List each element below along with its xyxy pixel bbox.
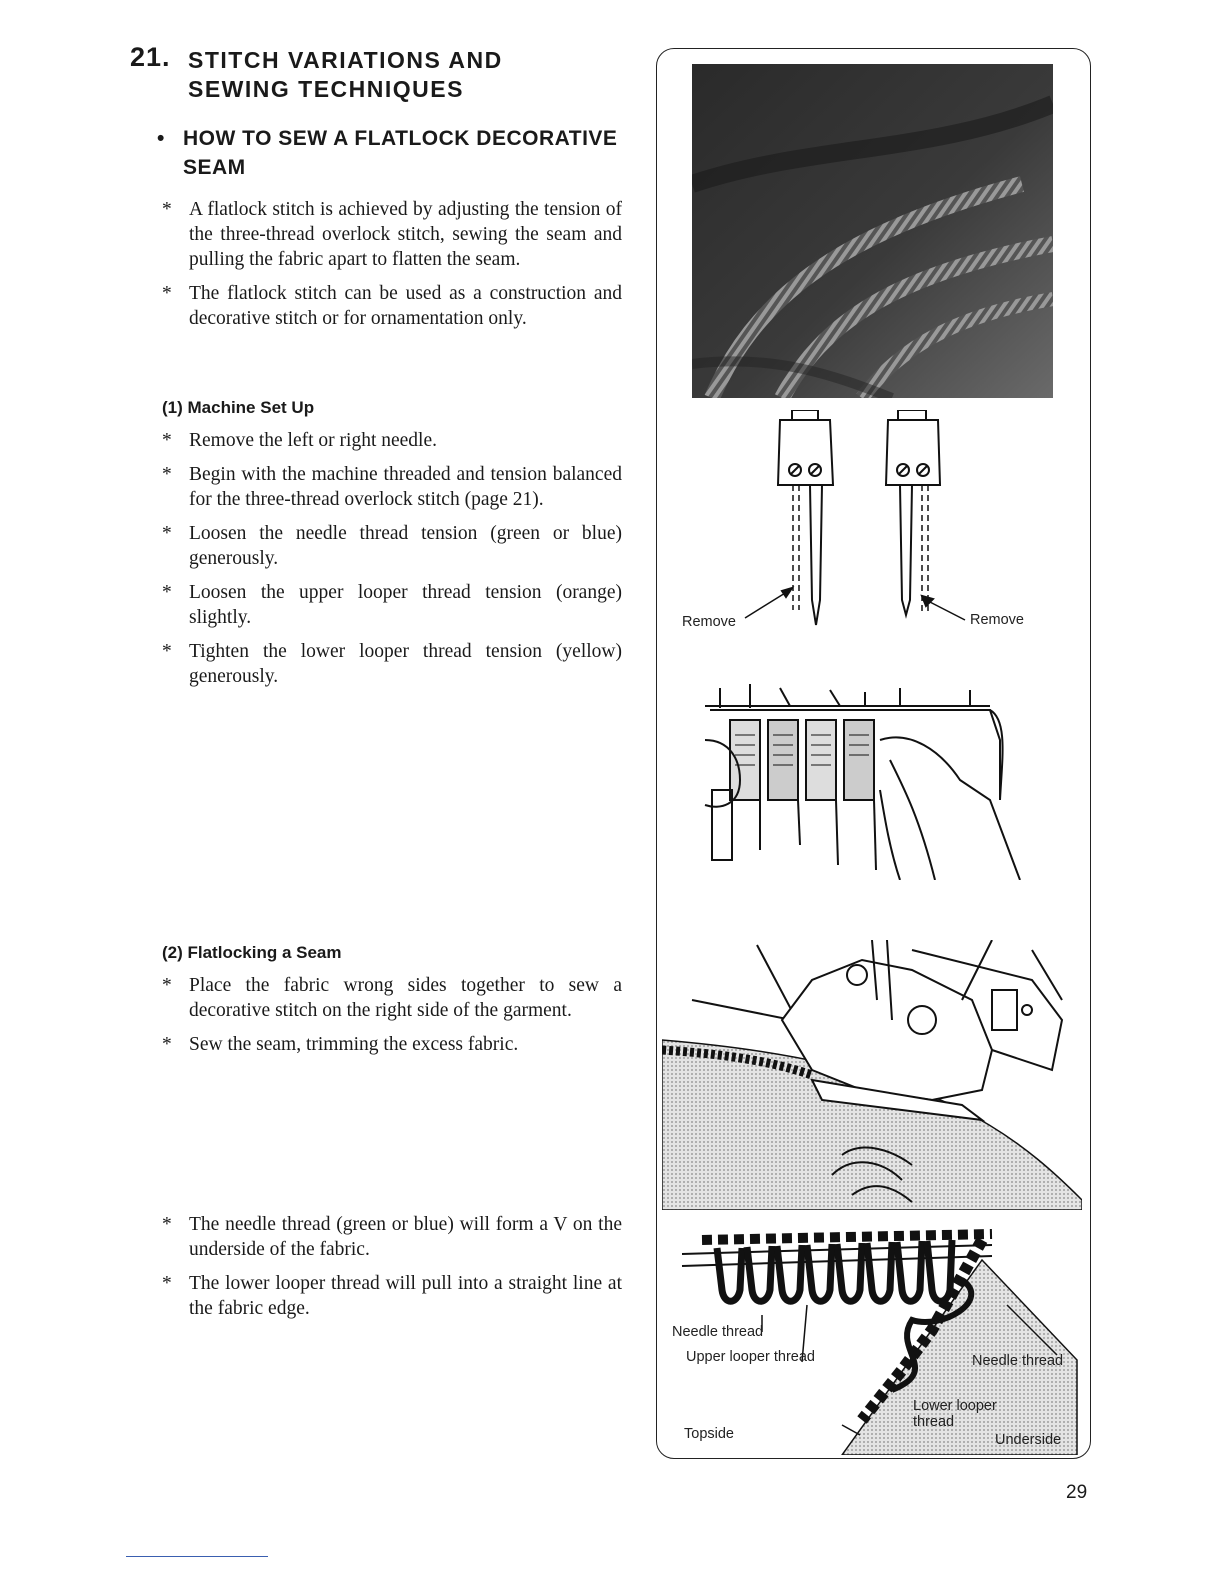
asterisk: * [162, 430, 172, 451]
flatlock-item [162, 973, 622, 1023]
needle-diagram [700, 410, 1040, 640]
lower-looper-line1: Lower looper [913, 1398, 997, 1414]
intro-text: A flatlock stitch is achieved by adjusting the tension of the three-thread overlock stitch, sewing the seam and pulling the fabric apart to flatten the seam. [189, 199, 622, 270]
flatlock-text: Place the fabric wrong sides together to sew a decorative stitch on the right side of the garment. [189, 975, 622, 1021]
section-title-line1: STITCH VARIATIONS AND [188, 47, 503, 73]
setup-section [162, 398, 622, 698]
presser-foot-illustration [662, 940, 1082, 1210]
intro-item [162, 281, 622, 331]
setup-text: Tighten the lower looper thread tension (yellow) generously. [189, 641, 622, 687]
asterisk: * [162, 582, 172, 603]
asterisk: * [162, 199, 172, 220]
asterisk: * [162, 975, 172, 996]
subheading-bullet: • [157, 127, 165, 150]
setup-text: Loosen the upper looper thread tension (orange) slightly. [189, 582, 622, 628]
asterisk: * [162, 464, 172, 485]
setup-item [162, 462, 622, 512]
result-text: The needle thread (green or blue) will form a V on the underside of the fabric. [189, 1214, 622, 1260]
setup-text: Loosen the needle thread tension (green or blue) generously. [189, 523, 622, 569]
setup-item [162, 639, 622, 689]
asterisk: * [162, 523, 172, 544]
needle-thread-top-label: Needle thread [672, 1324, 764, 1340]
remove-left-label: Remove [682, 614, 736, 630]
lower-looper-thread-label [913, 1398, 997, 1430]
underside-label: Underside [995, 1432, 1062, 1448]
intro-list [162, 197, 622, 340]
setup-heading: (1) Machine Set Up [162, 398, 315, 417]
flatlock-seam-photo [692, 64, 1053, 398]
upper-looper-thread-label: Upper looper thread [686, 1349, 815, 1365]
result-item [162, 1271, 622, 1321]
result-item [162, 1212, 622, 1262]
tension-dials-illustration [690, 680, 1050, 880]
page-number: 29 [1066, 1482, 1088, 1503]
results-list [162, 1212, 622, 1330]
flatlock-heading: (2) Flatlocking a Seam [162, 943, 342, 962]
lower-looper-line2: thread [913, 1414, 955, 1430]
asterisk: * [162, 1214, 172, 1235]
setup-item [162, 521, 622, 571]
section-title-line2: SEWING TECHNIQUES [188, 76, 464, 102]
subheading [157, 124, 617, 182]
intro-text: The flatlock stitch can be used as a construction and decorative stitch or for ornamentation only. [189, 283, 622, 329]
footer-rule [126, 1556, 268, 1557]
section-title [188, 46, 503, 104]
asterisk: * [162, 1034, 172, 1055]
intro-item [162, 197, 622, 272]
remove-right-label: Remove [970, 612, 1024, 628]
section-number: 21. [130, 42, 171, 72]
flatlock-text: Sew the seam, trimming the excess fabric. [189, 1034, 519, 1055]
flatlock-section [162, 943, 622, 1066]
subheading-line1: HOW TO SEW A FLATLOCK DECORATIVE [183, 127, 618, 150]
asterisk: * [162, 1273, 172, 1294]
setup-text: Begin with the machine threaded and tension balanced for the three-thread overlock stitch (page 21). [189, 464, 622, 510]
setup-text: Remove the left or right needle. [189, 430, 437, 451]
needle-thread-under-label: Needle thread [972, 1353, 1064, 1369]
flatlock-item [162, 1032, 622, 1057]
setup-item [162, 428, 622, 453]
asterisk: * [162, 641, 172, 662]
subheading-line2: SEAM [183, 156, 246, 179]
setup-item [162, 580, 622, 630]
asterisk: * [162, 283, 172, 304]
topside-label: Topside [684, 1426, 734, 1442]
result-text: The lower looper thread will pull into a straight line at the fabric edge. [189, 1273, 622, 1319]
